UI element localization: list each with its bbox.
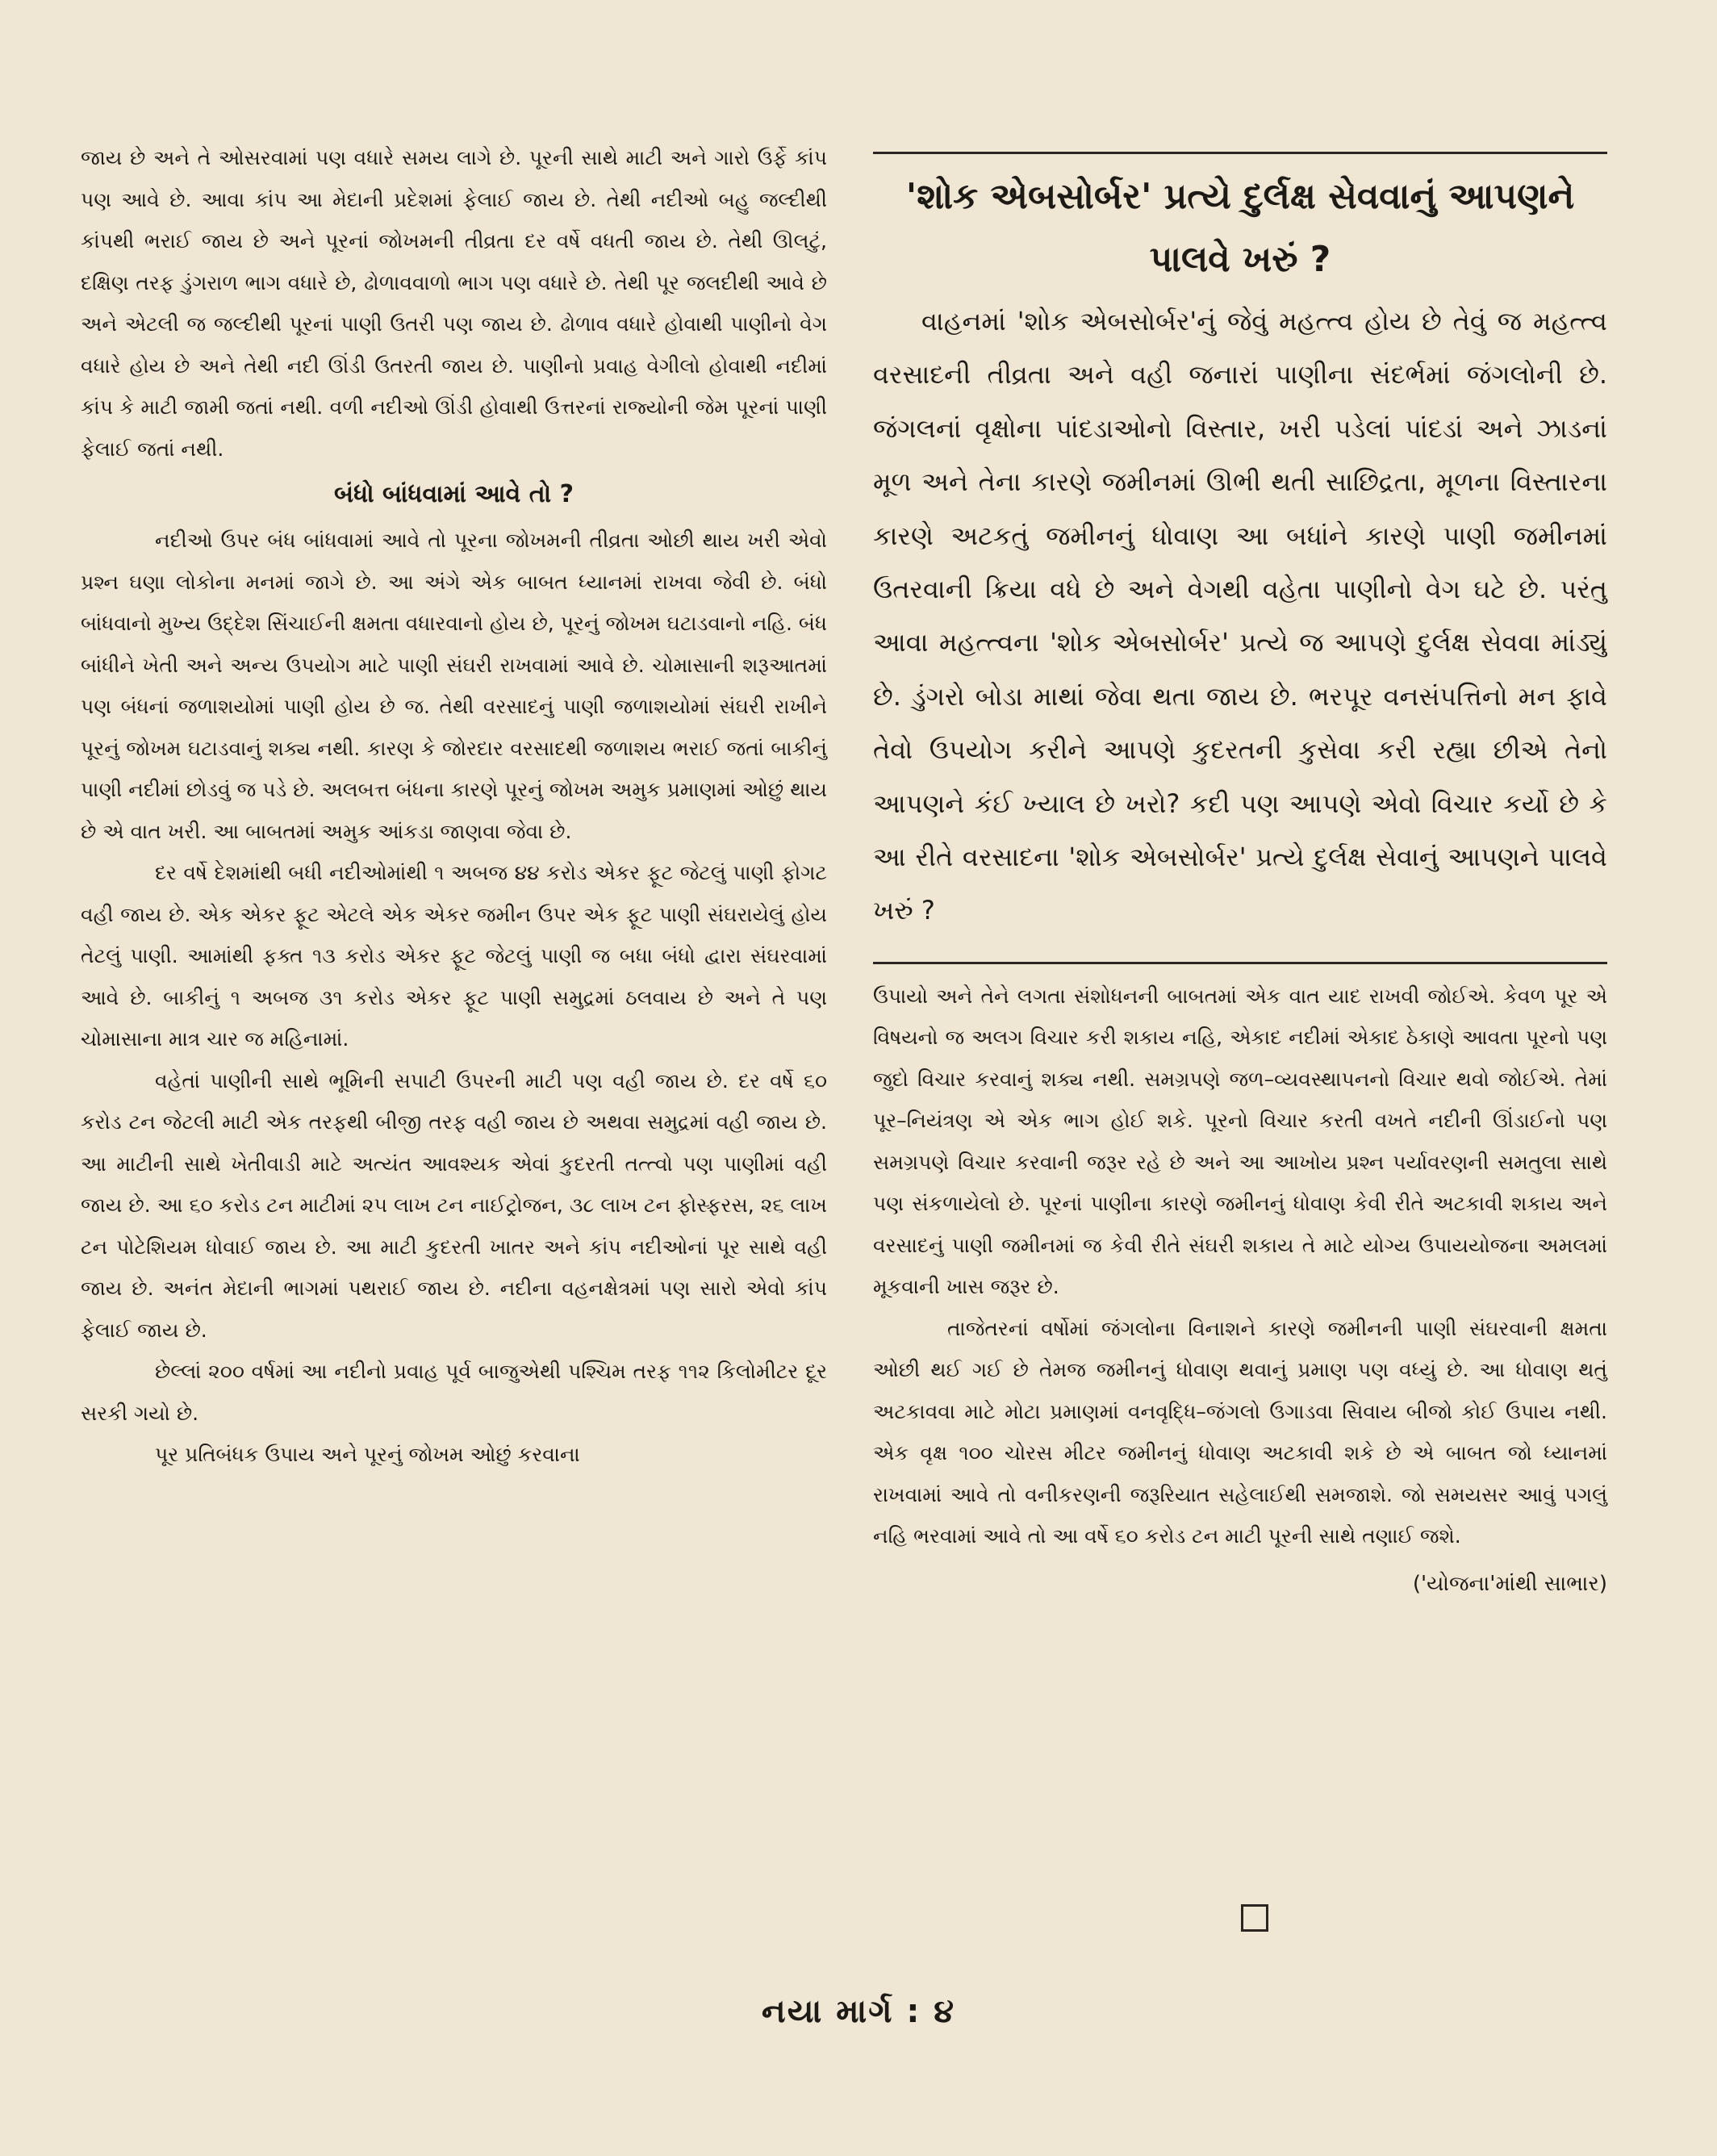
- page-footer: નયા માર્ગ : ૪: [761, 1993, 956, 2030]
- section-heading: બંધો બાંધવામાં આવે તો ?: [333, 480, 574, 508]
- left-column: [81, 137, 827, 1476]
- left-paragraph-2: નદીઓ ઉપર બંધ બાંધવામાં આવે તો પૂરના જોખમની તીવ્રતા ઓછી થાય ખરી એવો પ્રશ્ન ઘણા લોકોના મનમાં જાગે છે. આ અંગે એક બાબત ધ્યાનમાં રાખવા જેવી છે. બંધો બાંધવાનો મુખ્ય ઉદ્દેશ સિંચાઈની ક્ષમતા વધારવાનો હોય છે, પૂરનું જોખમ ઘટાડવાનો નહિ. બંધ બાંધીને ખેતી અને અન્ય ઉપયોગ માટે પાણી સંઘરી રાખવામાં આવે છે. ચોમાસાની શરૂઆતમાં પણ બંધનાં જળાશયોમાં પાણી હોય છે જ. તેથી વરસાદનું પાણી જળાશયોમાં સંઘરી રાખીને પૂરનું જોખમ ઘટાડવાનું શક્ય નથી. કારણ કે જોરદાર વરસાદથી જળાશય ભરાઈ જતાં બાકીનું પાણી નદીમાં છોડવું જ પડે છે. અલબત્ત બંધના કારણે પૂરનું જોખમ અમુક પ્રમાણમાં ઓછું થાય છે એ વાત ખરી. આ બાબતમાં અમુક આંકડા જાણવા જેવા છે.: [81, 529, 827, 843]
- right-column: [873, 152, 1607, 1604]
- boxed-article-body: વાહનમાં 'શોક એબસોર્બર'નું જેવું મહત્ત્વ હોય છે તેવું જ મહત્ત્વ વરસાદની તીવ્રતા અને વહી જનારાં પાણીના સંદર્ભમાં જંગલોની છે. જંગલનાં વૃક્ષોના પાંદડાઓનો વિસ્તાર, ખરી પડેલાં પાંદડાં અને ઝાડનાં મૂળ અને તેના કારણે જમીનમાં ઊભી થતી સાછિદ્રતા, મૂળના વિસ્તારના કારણે અટકતું જમીનનું ધોવાણ આ બધાંને કારણે પાણી જમીનમાં ઉતરવાની ક્રિયા વધે છે અને વેગથી વહેતા પાણીનો વેગ ઘટે છે. પરંતુ આવા મહત્ત્વના 'શોક એબસોર્બર' પ્રત્યે જ આપણે દુર્લક્ષ સેવવા માંડ્યું છે. ડુંગરો બોડા માથાં જેવા થતા જાય છે. ભરપૂર વનસંપત્તિનો મન ફાવે તેવો ઉપયોગ કરીને આપણે કુદરતની કુસેવા કરી રહ્યા છીએ તેનો આપણને કંઈ ખ્યાલ છે ખરો? કદી પણ આપણે એવો વિચાર કર્યો છે કે આ રીતે વરસાદના 'શોક એબસોર્બર' પ્રત્યે દુર્લક્ષ સેવાનું આપણને પાલવે ખરું ?: [873, 306, 1607, 926]
- box-top-rule: [873, 152, 1607, 154]
- left-paragraph-5: છેલ્લાં ૨૦૦ વર્ષમાં આ નદીનો પ્રવાહ પૂર્વ બાજુએથી પશ્ચિમ તરફ ૧૧૨ કિલોમીટર દૂર સરકી ગયો છે.: [81, 1360, 827, 1425]
- right-paragraph-2: તાજેતરનાં વર્ષોમાં જંગલોના વિનાશને કારણે જમીનની પાણી સંઘરવાની ક્ષમતા ઓછી થઈ ગઈ છે તેમજ જમીનનું ધોવાણ થવાનું પ્રમાણ પણ વધ્યું છે. આ ધોવાણ થતું અટકાવવા માટે મોટા પ્રમાણમાં વનવૃદ્ધિ–જંગલો ઉગાડવા સિવાય બીજો કોઈ ઉપાય નથી. એક વૃક્ષ ૧૦૦ ચોરસ મીટર જમીનનું ધોવાણ અટકાવી શકે છે એ બાબત જો ધ્યાનમાં રાખવામાં આવે તો વનીકરણની જરૂરિયાત સહેલાઈથી સમજાશે. જો સમયસર આવું પગલું નહિ ભરવામાં આવે તો આ વર્ષે ૬૦ કરોડ ટન માટી પૂરની સાથે તણાઈ જશે.: [873, 1316, 1607, 1548]
- boxed-article-title: 'શોક એબસોર્બર' પ્રત્યે દુર્લક્ષ સેવવાનું આપણને પાલવે ખરું ?: [905, 176, 1575, 280]
- left-paragraph-1: જાય છે અને તે ઓસરવામાં પણ વધારે સમય લાગે છે. પૂરની સાથે માટી અને ગારો ઉર્ફે કાંપ પણ આવે છે. આવા કાંપ આ મેદાની પ્રદેશમાં ફેલાઈ જાય છે. તેથી નદીઓ બહુ જલ્દીથી કાંપથી ભરાઈ જાય છે અને પૂરનાં જોખમની તીવ્રતા દર વર્ષે વધતી જાય છે. તેથી ઊલટું, દક્ષિણ તરફ ડુંગરાળ ભાગ વધારે છે, ઢોળાવવાળો ભાગ પણ વધારે છે. તેથી પૂર જલદીથી આવે છે અને એટલી જ જલ્દીથી પૂરનાં પાણી ઉતરી પણ જાય છે. ઢોળાવ વધારે હોવાથી પાણીનો વેગ વધારે હોય છે અને તેથી નદી ઊંડી ઉતરતી જાય છે. પાણીનો પ્રવાહ વેગીલો હોવાથી નદીમાં કાંપ કે માટી જામી જતાં નથી. વળી નદીઓ ઊંડી હોવાથી ઉત્તરનાં રાજ્યોની જેમ પૂરનાં પાણી ફેલાઈ જતાં નથી.: [81, 146, 827, 461]
- left-paragraph-4: વહેતાં પાણીની સાથે ભૂમિની સપાટી ઉપરની માટી પણ વહી જાય છે. દર વર્ષે ૬૦ કરોડ ટન જેટલી માટી એક તરફથી બીજી તરફ વહી જાય છે અથવા સમુદ્રમાં વહી જાય છે. આ માટીની સાથે ખેતીવાડી માટે અત્યંત આવશ્યક એવાં કુદરતી તત્ત્વો પણ પાણીમાં વહી જાય છે. આ ૬૦ કરોડ ટન માટીમાં ૨૫ લાખ ટન નાઈટ્રોજન, ૩૮ લાખ ટન ફોસ્ફરસ, ૨૬ લાખ ટન પોટેશિયમ ધોવાઈ જાય છે. આ માટી કુદરતી ખાતર અને કાંપ નદીઓનાં પૂર સાથે વહી જાય છે. અનંત મેદાની ભાગમાં પથરાઈ જાય છે. નદીના વહનક્ષેત્રમાં પણ સારો એવો કાંપ ફેલાઈ જાય છે.: [81, 1068, 827, 1342]
- source-credit: ('યોજના'માંથી સાભાર): [1412, 1571, 1607, 1596]
- boxed-article: [873, 165, 1607, 938]
- right-paragraph-1: ઉપાયો અને તેને લગતા સંશોધનની બાબતમાં એક વાત યાદ રાખવી જોઈએ. કેવળ પૂર એ વિષયનો જ અલગ વિચાર કરી શકાય નહિ, એકાદ નદીમાં એકાદ ઠેકાણે આવતા પૂરનો પણ જુદો વિચાર કરવાનું શક્ય નથી. સમગ્રપણે જળ–વ્યવસ્થાપનનો વિચાર થવો જોઈએ. તેમાં પૂર–નિયંત્રણ એ એક ભાગ હોઈ શકે. પૂરનો વિચાર કરતી વખતે નદીની ઊંડાઈનો પણ સમગ્રપણે વિચાર કરવાની જરૂર રહે છે અને આ આખોય પ્રશ્ન પર્યાવરણની સમતુલા સાથે પણ સંકળાયેલો છે. પૂરનાં પાણીના કારણે જમીનનું ધોવાણ કેવી રીતે અટકાવી શકાય અને વરસાદનું પાણી જમીનમાં જ કેવી રીતે સંઘરી શકાય તે માટે યોગ્ય ઉપાયયોજના અમલમાં મૂકવાની ખાસ જરૂર છે.: [873, 984, 1607, 1299]
- box-bottom-rule: [873, 962, 1607, 964]
- left-paragraph-6: પૂર પ્રતિબંધક ઉપાય અને પૂરનું જોખમ ઓછું કરવાના: [155, 1443, 580, 1466]
- left-paragraph-3: દર વર્ષે દેશમાંથી બધી નદીઓમાંથી ૧ અબજ ૪૪ કરોડ એકર ફૂટ જેટલું પાણી ફોગટ વહી જાય છે. એક એકર ફૂટ એટલે એક એકર જમીન ઉપર એક ફૂટ પાણી સંઘરાયેલું હોય તેટલું પાણી. આમાંથી ફક્ત ૧૩ કરોડ એકર ફૂટ જેટલું પાણી જ બધા બંધો દ્વારા સંઘરવામાં આવે છે. બાકીનું ૧ અબજ ૩૧ કરોડ એકર ફૂટ પાણી સમુદ્રમાં ઠલવાય છે અને તે પણ ચોમાસાના માત્ર ચાર જ મહિનામાં.: [81, 861, 827, 1051]
- right-continuation: [873, 976, 1607, 1604]
- end-of-article-mark: [1241, 1904, 1268, 1932]
